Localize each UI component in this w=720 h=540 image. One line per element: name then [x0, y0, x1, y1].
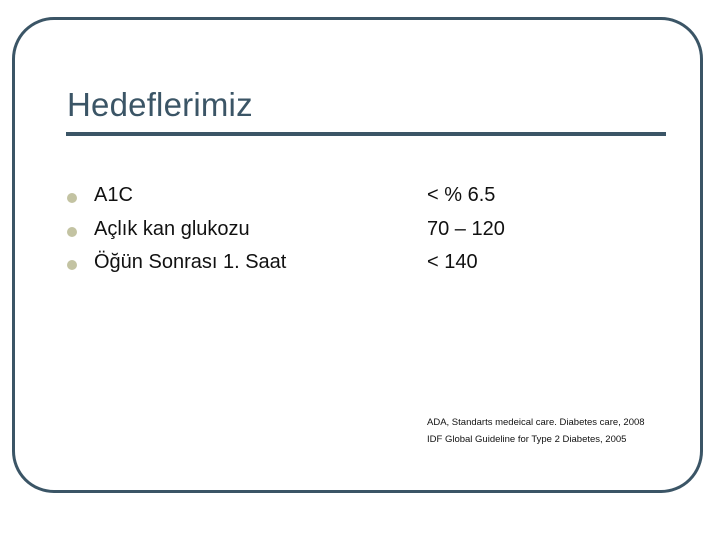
reference-line: ADA, Standarts medeical care. Diabetes care, 2008 [427, 417, 645, 428]
item-label: A1C [94, 184, 133, 206]
bullet-icon [67, 193, 77, 203]
slide-title: Hedeflerimiz [67, 86, 253, 123]
item-label: Açlık kan glukozu [94, 218, 250, 240]
item-label: Öğün Sonrası 1. Saat [94, 251, 287, 273]
bullet-icon [67, 260, 77, 270]
item-value: < 140 [427, 251, 478, 273]
item-value: < % 6.5 [427, 184, 496, 206]
references [427, 414, 645, 448]
item-value: 70 – 120 [427, 218, 505, 240]
bullet-icon [67, 227, 77, 237]
title-underline [66, 132, 666, 136]
reference-line: IDF Global Guideline for Type 2 Diabetes, 2005 [427, 434, 627, 445]
